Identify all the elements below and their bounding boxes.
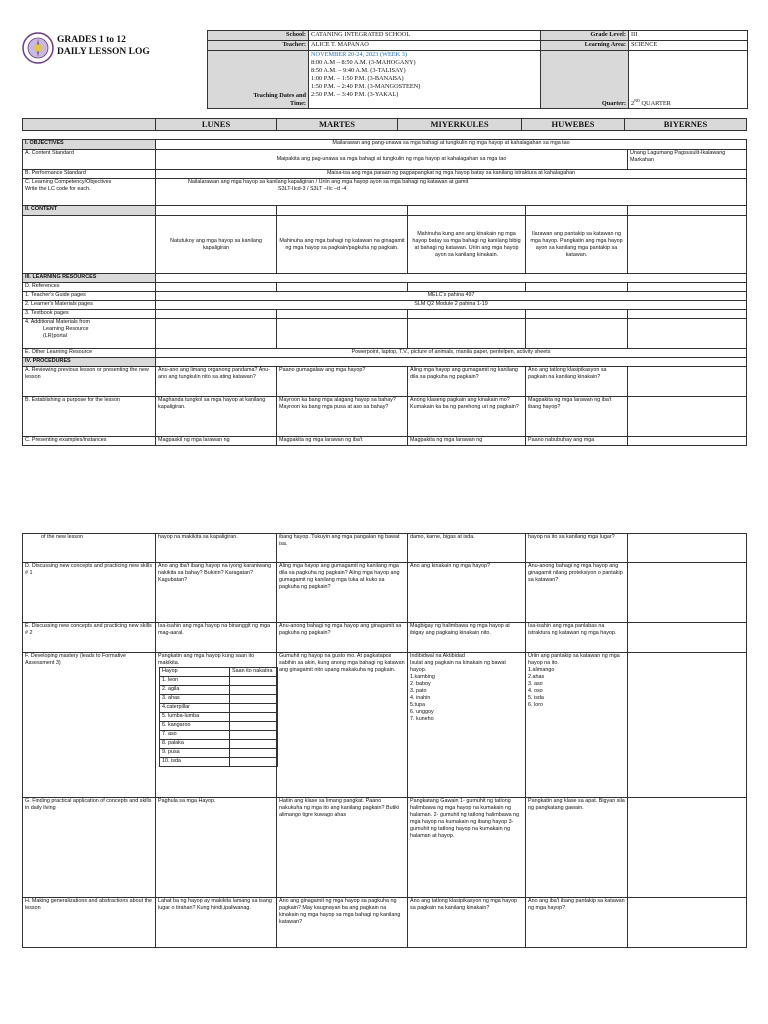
content-blank — [23, 216, 156, 274]
animal-row — [160, 677, 278, 686]
review-mon: Anu-ano ang limang organong pandama? Anu-ano ang tungkulin nito sa ating katawan? — [156, 367, 277, 397]
animal-habitat — [230, 740, 278, 749]
wed-list-item: 5.tupa — [410, 702, 425, 708]
generalize-tue: Ano ang ginagamit ng mga hayop sa pagkuha ng pagkain? May kaugnayan ba ang pagkain na kinakain ng mga hayop sa mga bahagi ng kanilang katawan? — [277, 898, 408, 948]
time-3: 1:00 P.M. – 1:50 P.M. (3-BANABA) — [311, 75, 404, 82]
content-mon: Natutukoy ang mga hayop sa kanilang kapaligiran — [156, 216, 277, 274]
lesson-table-part2 — [22, 533, 747, 948]
content-heading-tue — [277, 206, 408, 216]
content-std-friday: Unang Lagumang Pagsusulit-Ikalawang Markahan — [628, 150, 747, 170]
discuss1-tue: Aling mga hayop ang gumagamit ng kanilang mga dila sa pagkuha ng pagkain? Aling mga hayop ang gumagamit ng kanilang mga tuka at kuko sa pagkuha ng pagkain? — [277, 563, 408, 623]
presenting-label-b: of the new lesson — [23, 534, 156, 563]
dates-label-line2: Time: — [290, 100, 306, 107]
row-objectives — [23, 140, 747, 150]
grade-value: III — [629, 31, 748, 41]
day-monday: LUNES — [156, 119, 277, 131]
row-generalize — [23, 898, 747, 948]
discuss2-mon: Isa-isahin ang mga hayop na binanggit ng mga mag-aaral. — [156, 623, 277, 653]
content-tue: Mahinuha ang mga bahagi ng katawan na ginagamit ng mga hayop sa pagkain/pagkuha ng pagkain. — [277, 216, 408, 274]
teacher-label: Teacher: — [208, 41, 309, 51]
mastery-mon-text: Pangkatin ang mga hayop kung saan ito makikita. — [158, 653, 255, 666]
perf-std-text: Maisa-isa ang mga paraan ng pagpapangkat ng mga hayop batay sa kanilang istraktura at kahalagahan — [156, 170, 747, 179]
animal-habitat — [230, 731, 278, 740]
animal-row — [160, 758, 278, 767]
dates-value — [309, 51, 541, 109]
am-label — [23, 319, 156, 349]
school-value: CATANING INTEGRATED SCHOOL — [309, 31, 541, 41]
row-practical — [23, 798, 747, 898]
content-std-label: A. Content Standard — [23, 150, 156, 170]
am-label-2: Learning Resource — [43, 326, 89, 332]
am-tue — [277, 319, 408, 349]
presenting-thu-b: hayop na ito sa kanilang mga lugar? — [526, 534, 628, 563]
mastery-thu — [526, 653, 628, 798]
row-mastery — [23, 653, 747, 798]
tb-wed — [408, 310, 526, 319]
animal-name: 8. palaka — [160, 740, 230, 749]
review-wed: Aling mga hayop ang gumagamit ng kanilang dila sa pagkuha ng pagkain? — [408, 367, 526, 397]
procedures-label: IV. PROCEDURES — [23, 358, 156, 367]
mastery-wed-list — [410, 674, 523, 723]
row-lm — [23, 301, 747, 310]
mastery-wed-head: Indibidwal na Aktibidad — [410, 653, 465, 659]
purpose-label: B. Establishing a purpose for the lesson — [23, 397, 156, 437]
am-label-1: 4. Additional Materials from — [25, 319, 91, 325]
animal-row — [160, 722, 278, 731]
tb-thu — [526, 310, 628, 319]
form-title — [57, 34, 150, 58]
practical-thu: Pangkatin ang klase sa apat. Bigyan sila ng pangkatang gawain. — [526, 798, 628, 898]
review-tue: Paano gumagalaw ang mga hayop? — [277, 367, 408, 397]
purpose-thu: Magpakita ng mga larawan ng iba't ibang hayop? — [526, 397, 628, 437]
am-thu — [526, 319, 628, 349]
discuss2-wed: Magbigay ng halimbawa ng mga hayop at ibigay ang pagkaing kinakain nito. — [408, 623, 526, 653]
animal-habitat — [230, 686, 278, 695]
presenting-mon-a: Magpaskil ng mga larawan ng — [156, 437, 277, 446]
am-mon — [156, 319, 277, 349]
animal-name: 6. kangaroo — [160, 722, 230, 731]
wed-list-item: 1.kambing — [410, 674, 435, 680]
area-label: Learning Area: — [541, 41, 629, 51]
discuss1-mon: Ano ang iba't ibang hayop na iyong karaniwang nakikita sa bahay? Bukirin? Karagatan? Kagubatan? — [156, 563, 277, 623]
generalize-fri — [628, 898, 747, 948]
row-resources — [23, 274, 747, 283]
practical-label: G. Finding practical application of concepts and skills in daily living — [23, 798, 156, 898]
references-label: D. References — [23, 283, 156, 292]
other-label: E. Other Learning Resource — [23, 349, 156, 358]
thu-list-item: 4. oso — [528, 688, 543, 694]
days-blank — [23, 119, 156, 131]
references-mon — [156, 283, 277, 292]
tb-label: 3. Textbook pages — [23, 310, 156, 319]
mastery-thu-list — [528, 667, 625, 709]
lesson-table-part1 — [22, 139, 747, 446]
week-text: NOVEMBER 20-24, 2023 (WEEK 3) — [311, 51, 408, 58]
wed-list-item: 6. unggoy — [410, 709, 434, 715]
competency-label — [23, 179, 156, 206]
habitat-col-head: Saan ito nakatira — [230, 668, 278, 677]
discuss1-wed: Ano ang kinakain ng mga hayop? — [408, 563, 526, 623]
animal-row — [160, 686, 278, 695]
time-2: 8:50 A.M. – 9:40 A.M. (3-TALISAY) — [311, 67, 406, 74]
thu-list-item: 2.ahas — [528, 674, 545, 680]
animal-name: 7. aso — [160, 731, 230, 740]
animal-name: 3. ahas — [160, 695, 230, 704]
row-additional-materials — [23, 319, 747, 349]
animal-habitat — [230, 704, 278, 713]
grade-label: Grade Level: — [541, 31, 629, 41]
area-value: SCIENCE — [629, 41, 748, 51]
school-label: School: — [208, 31, 309, 41]
tg-text: MELC's pahina 497 — [156, 292, 747, 301]
procedures-blank — [156, 358, 747, 367]
competency-label-2: Write the LC code for each. — [25, 186, 91, 192]
day-tuesday: MARTES — [277, 119, 398, 131]
quarter-sup: ND — [634, 97, 640, 103]
thu-list-item: 1.alimango — [528, 667, 555, 673]
row-presenting-top — [23, 437, 747, 446]
competency-label-1: C. Learning Competency/Objectives — [25, 179, 112, 185]
deped-seal-logo — [22, 32, 54, 64]
wed-list-item: 3. pato — [410, 688, 427, 694]
animal-row — [160, 749, 278, 758]
am-wed — [408, 319, 526, 349]
presenting-fri-b — [628, 534, 747, 563]
animal-name: 9. pusa — [160, 749, 230, 758]
references-tue — [277, 283, 408, 292]
review-thu: Ano ang tatlong klasipikasyon sa pagkain na kanilang kinakain? — [526, 367, 628, 397]
row-procedures — [23, 358, 747, 367]
references-fri — [628, 283, 747, 292]
competency-line2: S3LT-IIcd-3 / S3LT –IIc –d -4 — [278, 186, 347, 192]
row-discuss1 — [23, 563, 747, 623]
dates-label-line1: Teaching Dates and — [253, 92, 306, 99]
competency-text — [156, 179, 747, 206]
animal-name: 10. isda — [160, 758, 230, 767]
review-fri — [628, 367, 747, 397]
animal-habitat — [230, 758, 278, 767]
day-wednesday: MIYERKULES — [398, 119, 522, 131]
quarter-num: 2 — [631, 100, 635, 107]
animal-col-head: Hayop — [160, 668, 230, 677]
row-content-heading — [23, 206, 747, 216]
animal-row — [160, 695, 278, 704]
mastery-tue: Gumuhit ng hayop na gusto mo. At pagkatapos sabihin sa akin, kung anong mga bahagi ng katawan ang ginagamit nito upang makakuha ng pagkain. — [277, 653, 408, 798]
purpose-wed: Anong klaseng pagkain ang kinakain mo? Kumakain ka ba ng parehong uri ng pagkain? — [408, 397, 526, 437]
resources-label: III. LEARNING RESOURCES — [23, 274, 156, 283]
time-1: 8:00 A.M – 8:50 A.M. (3-MAHOGANY) — [311, 59, 416, 66]
content-thu: Ilarawan ang pantakip sa katawan ng mga hayop. Pangkatin ang mga hayop ayon sa kanilang mga pantakip sa katawan. — [526, 216, 628, 274]
discuss1-fri — [628, 563, 747, 623]
row-review — [23, 367, 747, 397]
animal-name: 5. lumba-lumba — [160, 713, 230, 722]
wed-list-item: 7. kuneho — [410, 716, 434, 722]
lm-label: 2. Learner's Materials pages — [23, 301, 156, 310]
time-5: 2:50 P.M. – 3:40 P.M. (3-YAKAL) — [311, 91, 399, 98]
row-tg — [23, 292, 747, 301]
time-4: 1:50 P.M. – 2:40 P.M. (3-MANGOSTEEN) — [311, 83, 421, 90]
animal-habitat — [230, 722, 278, 731]
presenting-tue-b: ibang hayop. Tukuyin ang mga pangalan ng bawat isa. — [277, 534, 408, 563]
presenting-mon-b: hayop na makikita sa kapaligiran. — [156, 534, 277, 563]
generalize-label: H. Making generalizations and abstractions about the lesson — [23, 898, 156, 948]
objectives-text: Mailarawan ang pang-unawa sa mga bahagi at tungkulin ng mga hayop at kahalagahan sa mga tao — [156, 140, 747, 150]
content-std-text: Maipakita ang pag-unawa sa mga bahagi at tungkulin ng mga hayop at kahalagahan sa mga tao — [156, 150, 628, 170]
tb-mon — [156, 310, 277, 319]
tb-fri — [628, 310, 747, 319]
row-discuss2 — [23, 623, 747, 653]
day-friday: BIYERNES — [625, 119, 747, 131]
review-label: A. Reviewing previous lesson or presenting the new lesson — [23, 367, 156, 397]
mastery-wed-body: Isulat ang pagkain na kinakain ng bawat hayop. — [410, 660, 506, 673]
animal-name: 1. leon — [160, 677, 230, 686]
animal-table — [159, 667, 278, 767]
row-performance-standard — [23, 170, 747, 179]
generalize-wed: Ano ang tatlong klasipikasyon ng mga hayop sa pagkain na kanilang kinakain? — [408, 898, 526, 948]
practical-tue: Hatiin ang klase sa limang pangkat. Paano nakukuha ng mga ito ang kanilang pagkain? Butiki alimango tigre kuwago ahas — [277, 798, 408, 898]
content-heading-thu — [526, 206, 628, 216]
row-content-standard — [23, 150, 747, 170]
content-fri — [628, 216, 747, 274]
wed-list-item: 2. baboy — [410, 681, 431, 687]
wed-list-item: 4. inahin — [410, 695, 431, 701]
row-references — [23, 283, 747, 292]
animal-habitat — [230, 695, 278, 704]
presenting-label-a: C. Presenting examples/instances — [23, 437, 156, 446]
thu-list-item: 5. isda — [528, 695, 544, 701]
thu-list-item: 6. loro — [528, 702, 543, 708]
animal-name: 2. agila — [160, 686, 230, 695]
resources-blank — [156, 274, 747, 283]
generalize-thu: Ano ang iba't ibang pantakip sa katawan ng mga hayop? — [526, 898, 628, 948]
thu-list-item: 3. aso — [528, 681, 543, 687]
content-heading-wed — [408, 206, 526, 216]
objectives-label: I. OBJECTIVES — [23, 140, 156, 150]
practical-mon: Paghula sa mga Hayop. — [156, 798, 277, 898]
days-header — [22, 118, 747, 131]
lm-text: SLM Q2 Module 2 pahina 1-19 — [156, 301, 747, 310]
am-fri — [628, 319, 747, 349]
practical-fri — [628, 798, 747, 898]
animal-row — [160, 704, 278, 713]
references-wed — [408, 283, 526, 292]
discuss1-label: D. Discussing new concepts and practicing new skills # 1 — [23, 563, 156, 623]
presenting-thu-a: Paano nabubuhay ang mga — [526, 437, 628, 446]
presenting-tue-a: Magpakita ng mga larawan ng iba't — [277, 437, 408, 446]
purpose-fri — [628, 397, 747, 437]
title-dll: DAILY LESSON LOG — [57, 47, 150, 57]
content-wed: Mahinuha kung ano ang kinakain ng mga hayop batay sa mga bahagi ng kanilang bibig at bahagi ng katawan. Uriin ang mga hayop ayon sa kanilang kinakain. — [408, 216, 526, 274]
references-thu — [526, 283, 628, 292]
animal-habitat — [230, 713, 278, 722]
purpose-tue: Mayroon ka bang mga alagang hayop sa bahay? Mayroon ka bang mga pusa at aso sa bahay? — [277, 397, 408, 437]
perf-std-label: B. Performance Standard — [23, 170, 156, 179]
content-label: II. CONTENT — [23, 206, 156, 216]
quarter-text: QUARTER — [639, 100, 671, 107]
mastery-thu-head: Uriin ang pantakip sa katawan ng mga hayop na ito. — [528, 653, 620, 666]
row-textbook — [23, 310, 747, 319]
purpose-mon: Maghanda tungkol sa mga hayop at kanilang kapaligiran. — [156, 397, 277, 437]
animal-row — [160, 731, 278, 740]
content-heading-mon — [156, 206, 277, 216]
teacher-value: ALICE T. MAPANAO — [309, 41, 541, 51]
competency-line1: Nailalarawan ang mga hayop sa kanilang kapaligiran / Uriin ang mga hayop ayon sa mga bahagi ng katawan at gamit — [188, 179, 469, 185]
presenting-fri-a — [628, 437, 747, 446]
day-thursday: HUWEBES — [522, 119, 625, 131]
animal-habitat — [230, 749, 278, 758]
row-other-resources — [23, 349, 747, 358]
quarter-value — [629, 51, 748, 109]
animal-row — [160, 713, 278, 722]
presenting-wed-a: Magpakita ng mga larawan ng — [408, 437, 526, 446]
am-label-3: (LR)portal — [43, 333, 67, 339]
mastery-fri — [628, 653, 747, 798]
row-competency — [23, 179, 747, 206]
dates-label — [208, 51, 309, 109]
discuss1-thu: Anu-anong bahagi ng mga hayop ang ginagamit nilang proteksiyon o pantakip sa katawan? — [526, 563, 628, 623]
animal-habitat — [230, 677, 278, 686]
animal-name: 4.caterpillar — [160, 704, 230, 713]
mastery-label: F. Developing mastery (leads to Formative Assessment 3) — [23, 653, 156, 798]
practical-wed: Pangkatang Gawain 1- gumuhit ng tatlong halimbawa ng mga hayop na kumakain ng halaman. 2- gumuhit ng tatlong halimbawa ng mga hayop na kumakain ng ibang hayop 3- gumuhit ng tatlong hayop na kumakain ng halaman at hayop. — [408, 798, 526, 898]
header-info-table — [207, 30, 748, 109]
animal-rows — [160, 677, 278, 767]
discuss2-fri — [628, 623, 747, 653]
row-purpose — [23, 397, 747, 437]
tb-tue — [277, 310, 408, 319]
title-grades: GRADES 1 to 12 — [57, 35, 126, 45]
presenting-wed-b: damo, karne, bigas at isda. — [408, 534, 526, 563]
animal-row — [160, 740, 278, 749]
row-content — [23, 216, 747, 274]
other-text: Powerpoint, laptop, T.V., picture of animals, manila paper, pentelpen, activity sheets — [156, 349, 747, 358]
discuss2-thu: Isa-isahin ang mga panlabas na istraktura ng katawan ng mga hayop. — [526, 623, 628, 653]
quarter-label: Quarter: — [541, 51, 629, 109]
mastery-wed — [408, 653, 526, 798]
discuss2-label: E. Discussing new concepts and practicing new skills # 2 — [23, 623, 156, 653]
content-heading-fri — [628, 206, 747, 216]
row-presenting-bottom — [23, 534, 747, 563]
generalize-mon: Lahat ba ng hayop ay makikita lamang sa isang lugar o tirahan? Kung hindi,ipaliwanag. — [156, 898, 277, 948]
tg-label: 1. Teacher's Guide pages — [23, 292, 156, 301]
discuss2-tue: Anu-anong bahagi ng mga hayop ang ginagamit sa pagkuha ng pagkain? — [277, 623, 408, 653]
mastery-mon — [156, 653, 277, 798]
